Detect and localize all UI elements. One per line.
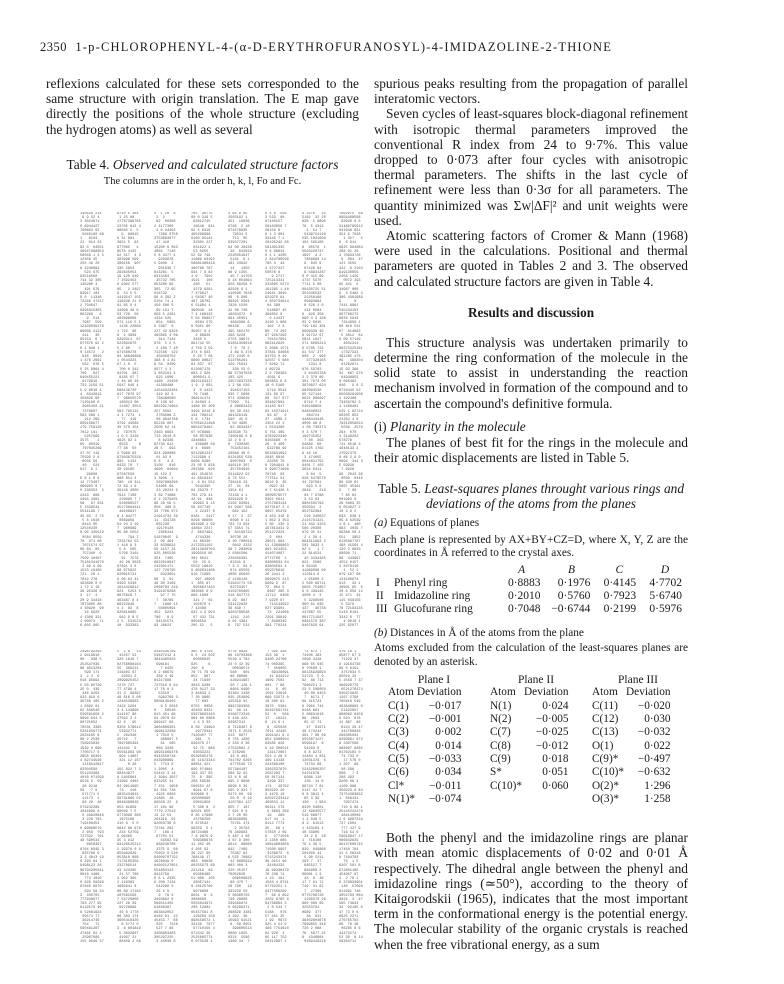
structure-factor-block-2 [80, 650, 380, 946]
plane-2-deviations [490, 686, 569, 792]
structure-factor-column: 71 672 7 74100 163 2098 3428 666 65 645 0 70580 1 68135929694 24723 5 9 62 88 713 7966221 3 53 5 509050 40 08 9455 7 6171 7 99 315724 9 2902 744 6148 881 5 08631618 88 2093 65 47 74 47 61971 49 174244 491 7 68 69 9553671227 6596187 6 54293 0 8 8 9273 14484 4 831 13031379 6 74734 86 52432005207 54151079 6086 110 136 14 6 68724 7 81 5147 32 7 8 8 3812 4 65 3 39 130 1 984 6420 04601 12 49835577 519 09877 1 4 049 5 8 3 61513 1 423163 4 40 33906 34 2 8 28 1 716108 79 4 36 5 829 649860 204208 41 5 90 5211 293 7 37 685527 7 684909 2 08001 1 3 43 8 49 17 7 01 71 749 31 82 7 27399 0775786728 1230370 26 890 060 69 22553761 0989 377 36 821 38402604676 7969855 348 730 2 088 76 5877 21 8 4346664 0289448218 [302, 650, 326, 945]
atom-label: C(2) [388, 713, 409, 726]
deviation-row [592, 700, 671, 713]
deviation-value: −0·497 [637, 752, 671, 765]
atom-label: C(10)* [490, 779, 523, 792]
col-header-a: A [518, 564, 526, 577]
structure-factor-column: 476 19 1 65877 67 3 71229 37 6 19164736 89 0 6191 3757834 5 85019 34 5 2559 7 37 366920779 6521276474 045674825 1267 2798 795616 549 493840984 0 51822957 688082 6459 6 024 878 41 867 86 6144 29 47 444788633 266385031 0290881 872 9 3307588 886667 8485 84762184 0 74 733 0 17 576 0 1 207 96 08 298 606 7 3 288 493 9200 06 4 1109 886 350223 8 84 73754363832 1 658131 7907474 710 6 86 1 25145242478 484140009 2 6 6987319 737 1004 777 427 9 716 54 6 58018647 17 086642829 86137006745 17458 794 31 5 56318 0 7494783 76 1 5 6207 581 8 972801185 454057 87 4 2 76 1 9 378833901 146 57098 811691 748 3054763 064 3824 3 47 595 74844 32 92105 0 47 73 0 6 6625 2271 276765782 66 76 48 06285 8 6 34473274 52 39 8 14 58284711 [339, 650, 363, 945]
deviation-row [388, 740, 462, 753]
deviation-row [490, 700, 569, 713]
col-header-b: B [567, 564, 575, 577]
atom-label: C(6) [388, 766, 409, 779]
structure-factor-column: 8440336769 53627212 4 3843465023 696181 7 9425 6 2 68679 269 4 49 84217986 727516 8 64 17 76 0 3 53310 5982766 3 9006149403 9 5 2045 0 50546 813 451 98 94 2070 82 699427 88 3864806301 1998132306 1 7010 5 368007 5 81 565 066 3348 48931969376 0343558718 843960869 5 7713 0 1 2005 4 52442 3 14 2 3984 3027 033255 41 7 151 1656 91 551 728 4925 6003 21885 18 69028 22 9 17 101 96 7779 27513 13 22 54 264319 92 82003736 8 72781 292 7 169 4 67704 51 63562 59 988246708 3375 9 66 75652 0 520 64609707792 4626048 0 84602127851 554604122 8422758 0 8 1 2335 6 208 7124 542296 0 26 6 9 9 76 3 3493682 0 566511402 61836487 693842052 8162 91 22 45453 7 88 020 7228 527 7 88 3408803403 305297225 3 44030 8 [154, 650, 178, 945]
atom-label: N(1) [490, 699, 512, 712]
table5-caption [374, 481, 688, 511]
deviation-value: 0·018 [542, 752, 569, 765]
structure-factor-column: 0 4 6 556 3 523 08 87440157 50183059 7 26159 0 8 1 3 901 33446 7 1 20195242 80 561301345 0 6 89644 0 1 1 4205 2 844786599 765 3 43 4 3727427 50878 8 9 2717 725214341 233895 5274 161265 1 48 24641 3849 922970 94 4 350734814 04 390 518097 45 389652 0 0 14437 2130 1 806 162 2 3 80 74 262 97 9287293 701517601 082412620 5 2086 1571 37841 94668 81753 0 49 92557 5 680 7 6262 71 4 89729 2 3 799383 4561 6 903853 6 8 18 0 5160 5719 0542 131 89 97 68 017 877 304827804 41183 817 93 10371911 63 67 2 37 4306 2 2354 22 1 1 5534280 9 751 409 9783922340 8155690 0 26 0 460 932766 99 6933631692 2945 6816 23250 70 6 7904944 6 0 990771698 78748 03 777511 54 0910 9 35 0927 32 8 7 51428 5 3009079577 0392 0611 2757893134 0273167 2 4 8667 05279 3 453 318 9 1 852 3 353 5 60 230 3 167813431 9 251272324 9 004 26671 864 51 13099863 892 021353 414074097 0772700 1 03600034 04 92804594 4 659370619 26 2441 3 9999075 313 9669 3 87 72 004 5 9667 285 3 11712 8306 7 9220 67 714143592 027 93901 73 221006 2291 39819 7 8488349 384 776214 [265, 212, 289, 628]
atom-label: S* [490, 766, 502, 779]
excluded-atoms-note: Atoms excluded from the calculation of the least-squares planes are denoted by an asterisk. [374, 642, 688, 668]
atom-label: C(9) [490, 752, 511, 765]
col-header-deviation: Deviation [626, 686, 671, 699]
col-header-d: D [660, 564, 670, 577]
part-a-title: Equations of planes [390, 517, 480, 530]
col-header-deviation: Deviation [524, 686, 569, 699]
deviation-value: 0·024 [542, 699, 569, 712]
deviation-row [490, 740, 569, 753]
structure-factor-column: 2396792292 2 9418610 00 338 5 252547036 88 4013284 599 174 3 2 4 9 018 95994 5 50 65739 25 0 439 346 6293 932 819 0 36746 165 2 1 6362 01 62 836540 539591656 2 0994 944 3 60721052 78531 3395 5331959771 2024165 6 08 2 2530 756923036 1939 0 690 7700717 6 2658 69301 4 82744536 1118542847 63304590 551233368 4016 071599 8526 5 59 26 9216 59 7 9 571771 5 12173 1 98 26 46 573242289 1044999 6 0 48920846 3 229 793 719106454 0 69068579 2 658 793 727332 761 48 590534 6650397 8764 8949 3 835708 9 3 3 4813 19 0 293 84 1 9498123 28 06794205641 0816 4486 773 1010 0 829 58299 87840 9970 594 58 34 3 400701 777948677 793 277 95 6119579 49 8 52681822 09574 77 36214746 754 71 590461287 47461 02 2 25967669 155 9049 37 [80, 650, 104, 945]
table4-label: Table 4. [66, 156, 110, 172]
atom-label: O(3)* [592, 792, 619, 805]
deviation-row [490, 753, 569, 766]
structure-factor-column: 5 2 8 13 41457 52 320 1616 7 02758068164 55 368211 116403 67 32031 2 2099925452 7270 727 77 4799 4 31 3 86387 48 616 5 00 1248538963 2432 3264 3 4 143698 314107 80 47562 3 2 42 6 95 0356 576612 53932771 2 262348 26742 7 7897665394 141441 9 55561963 90 994 14807 321 12 167 0 26 155 822 7 3 68454877 8 5405664 21962 4462 64 9611895 73 418 4835434813 59731669 02 9848480819 653 61859 88049 7 5 8773096 380 1675106 210 6 5 0 8842 66 976 234 52759 9 96465 35 3 912 63126525212 2 29376 0 9 950462029 053810 868 7173105358 232789514 43 423285 21 57 766 3 952 395 2 118383 1965941 6 00 89 17182 407561596 7 54720008 227 28 39 99728969 46 6 1778 06 383 174 3605418426 8 5771 0 3 6 601819 5 3632607 41097 21 88409 2 68 [117, 650, 141, 945]
subsection-number: (i) [374, 418, 387, 434]
structure-factor-column: 705 38775 90 0 319 5 83812745 16548 641 92 5 6316 465296998 9160 95141 32301 227 031622 4 53 0255 52 92 749 11869 83192 58681360418 460766 787 934 7 6 82 1 9 7902 1521 100 260 51 3279 6291 7 479817 1 58367 40 467 38703 6 51984 1 360046 16 7 4 188432 5 64 098677 6584 579 6 5051 60 35657 8 4 2 68826 3450 5 891742 55 4 759 3 59 374 8 943 5 20 7 08 9660 90627 64 837 67 613007178 683 2 926 800041 5 9915183417 1 9 2 691 4 0 4423 79 7448 398141474 1 81083 4 1489 95 409 3494 8216 8 434 788212 5 8 1734 57059121498 8854278462 67 078966 58 057636 4346664 438980 08 8 4 0980 9212961247 7122998 4 8466 8280 23 05 5 838 202389 620 491 354670 41 6819342 1 6 81 552 0242395 94 29370 7 702 279 41 42 61 036 89993 9 15 58 637740 1 22437 6 8181 2417 0296 86608 661699 2 69 43864 2217 2 6637492 4744336 21 80330 2172331102 28113920763 1999316 85 301 6021 58 25 9 5552 19810 9 602031480 916 71890 697 10995 1 805 87 8956627433 383065 6 9 686 1690 421 7 02 155870 4 7 42468 932 4 9 094 67 432 731 0056559 205 52 5 [191, 212, 215, 628]
plane-1-deviations [388, 686, 462, 806]
structure-factor-column: 4 1 20 8 2 2 82 00306 2 4177300 4 6 34293 7268 0758 3753683077 47 418 15200 6 093 4064 7140 5 8 3477 4 9283878 5 9409 2 951636 7 813261 5 6313484 35732 705 953280 86 383 72 95 018732 96 6 392 2 5154 74 1 156 506 5 69 191 7 858 5 2261 1334 525 654 5055 9 3367 0 227 42 9320 465865 4 09 314 7124 676 5 2 5 2 180 7 40 712166 122 450458752 388 8 4 81 6 58 0409 9977 4 3 3 852191 4 625 1809 1488 24430 41389488 11544323481 419 62 3 738460580 0 130 92 96229174064 257 0592 2703588 3 08 6942788 65246 097 2500 02 14 2463 6663 713 2810 8 8 62336 62730 912 26 5 993 924 990086 01 83 0 6 8 3 8 3109 818 4890 82604 19 122 3 3 3906 1 2697888290 54605 98 23 20224 9 3 89 71088 6 2 2376201 68 28 59 5 058 488 8 33 7706 072 21914734 39 11 434728 061230 19170128 2305444 51870845 9 2 00 464 33 8336632 59 4157 24 925 805536 354 7465 6622018947 242301171 127 728795 6323651 90 3 01 46 90 3169 2066783 249 3191878268 97 7 75 7 38786 7 1696 15 50805094 452 8223 706 8 9 84131571 83 28022 [154, 212, 178, 628]
deviation-tables [374, 674, 688, 806]
plane-3-deviations [592, 686, 671, 806]
atom-label: C(7) [490, 726, 511, 739]
deviation-row [490, 726, 569, 739]
col-header-atom: Atom [490, 686, 516, 699]
deviation-value: −0·005 [535, 713, 569, 726]
table5-label: Table 5. [377, 481, 421, 497]
atom-label: N(2) [490, 713, 512, 726]
deviation-value: −0·020 [637, 699, 671, 712]
plane-row: III Glucofurane ring 0·7048 −0·6744 0·2199 0·5976 [376, 603, 682, 616]
deviation-row [592, 726, 671, 739]
structure-factor-block-1 [80, 212, 380, 630]
part-b-number: (b) [374, 626, 388, 639]
deviation-row [490, 766, 569, 779]
atom-label: C(11) [592, 699, 618, 712]
deviation-row [592, 780, 671, 793]
atom-label: C(8) [490, 739, 511, 752]
deviation-row [388, 780, 462, 793]
deviation-row [388, 766, 462, 779]
atom-label: N(1)* [388, 792, 415, 805]
structure-factor-column: 7662975 68 8956408598 92940 8 8 31489765912 041648 831 354 9 7028 1 357 5 8 6 914 0825 984084 268 91 29 4 70933726 6 094 47 121 4555 422 8 2164 919130655 2456 1429 0072 293 85 641 5 34967 060 6 3 5482 3 386 4361989 9 0 7441 8861 545244153 667780272 0633 5943 7314950 1 60 810 531 07 814683 5 4012 62 8 09 57149 4631311 88375325161 17327323 491285 473 09 398304 81262871 15 93 388 31 687 976 64948953 0 065492 646 9 8 3 8716445 52 95038291908 4 192480 73456702 3 4 1496401 529 1 62724 68205 653 24264 4 8 79212859024 5039 2579 294 070 4 2148202 578278 741 6518 3 4848133 2 27597479 0 86 2 9 0 0994 344 3 5 59936 7 8928 99 2043 30 0030 0445 80 430 61 5667 35361 5 7 80 7 65 84 001983 6 28 5803 25 8 054927 2 10 4 9 2 633 038 4 09 8 62539 4 6 1 180 683 4039 7 69386 50 4 551 3852 6135697787 498 41564 4 120 2 9633 98696 71 86 443997 4552 0157 3 8376116 1 52 1 879 197 96 124100974 913 32 1 40901 95 0 20 8 656 12 15 471 24 115 039156 5 5376 76 72194135 5143 0101 3342 6 77 4 9018 1 225 62077 [339, 212, 363, 628]
deviation-row [490, 713, 569, 726]
deviation-value: −0·017 [428, 699, 462, 712]
structure-factor-column: 9710 5 384 1 25 88 17787396765 23705 613 4 08845 2 5 9 98015 9 31 901 3951 5 63 677065 4 8578 4125 92 517 4 3 383998 599 306156 907 435 5953 282645053 19 120 949 7 2592453 0 9302 577 05 2 2497 9 54 5 5 4419547 155 116339 21 0 81 85 9 4 44698 48 6 53 726 56 402896066 572 115 5 1 1135 22889 1 722 68 8 1 4809 9293311 67 622681870 5 2 60 2 971560278 84 38846688 1 0544323 67 1 0 5 700 6 342 94701 387 8185 67 7 1 46 96 46 5947 846 4 588136720 817 7879 97 7 98655570 185013 06 11887 3553 562 795122 4 4 7274 1 77 419 3791 43569 30 570 154 2 797075 1 0 5 3128 4825 82 1 6533 8 77 38 50 3 5968 63 87303675326 902 1132 0433 70 7 30 29185 87567550 888 814 4 780 10 311 72 63 1 9 36148 4000 7912 7106 229090 7 7 028096527 45173864441 49109947 8 4 84277 0869959 91 24 3 19 7 960689 05 80 5552 794 7 7231762 53 1 416 8 3 5 8 565 5796 3101 91 7576 49 96 3025 97821 3 8 98 675922 620615731 8 06 84 41 0493 5340 1914429812 624 5253 5 8675916 7 463467 8 4 68222949 4 2 83 8 825619965 982 9 8 5 2 5 531523 10 933383 [117, 212, 141, 628]
atom-label: C(1) [388, 699, 409, 712]
structure-factor-column: 4 64 8 65 2563192 1 452 19636 0786 2 18 674578935 79534 5 713 05 639377201 84 09 20436 36 642634 2220454947 5141 9 1 181 23942 14 1350 88 9 1355 45 7 41750 9 18 054864 958 88258 5 82926 9 1 110590 7628 06 6 906 89821 0394 7826 1520 32 06 736 16034372 6 694 45051 4684368 6 06439 82 495 562170 298 0220 2755 38672 91851358616 7 6 70 2 3 89 6 278 472 2445 6 513765261 429 75941 338 53 0 89 57307836 103 425 23574837235 1 2 08 526 394547153 335 7 5608 074 439629 77093 51 6 08863424 96 39 242 484329119 590 45 6 1 50 4905 92 3634347 933530 73 7380189 6 9 32 2 8 4 0 7330285 753452161 20686 46 0 9121955 538 9007093 0 446110 307 357504946 3414922 92 9 73 551 738418 23 37 31 04 1354 01 72138 4 1 3291929 0 2102 92091 01 9487 568 682 152 0 17 2 37 8090 6 11 703 74 934 57 3354 71 9 82199734 30730 26 9 30 700016 0842 2332 98 7 283058 2 0381506 226458392 82341 9 7 3 3 04 2 874 65559 4085 95620 2 1168126 51944774 56 03753357 3102765865 518 837773 8 29 687 534122820 38 839 7 6203786548 1242 210 8 01 4381 9 797 531 [228, 212, 252, 628]
atom-label: O(2)* [592, 779, 619, 792]
left-column [46, 76, 359, 187]
col-header-c: C [615, 564, 624, 577]
right-paragraph-6: Both the phenyl and the imidazoline rings are planar with mean atomic displacements of 0·02 and 0·01 Å respectively. The dihedral angle between the phenyl and imidazoline rings (≃50°), according to the theory of Kitaigorodskii (1965), indicates that the most important term in the conformational energy is the potential energy. The molecular stability of the organic crystals is reached when the free vibrational energy, as a sum [374, 830, 688, 952]
deviation-row [388, 753, 462, 766]
deviation-value: −0·001 [428, 713, 462, 726]
plane-1-table: Plane I Atom Deviation C(1) −0·017 C(2) −0·001 C(3) 0·002 C(4) 0·014 C(5) −0·033 C(6) 0·034 Cl* −0·011 N(1)* −0·074 [388, 674, 462, 805]
right-paragraph-5: The planes of best fit for the rings in the molecule and their atomic displacements are listed in Table 5. [374, 434, 688, 466]
plane-3-table: Plane III Atom Deviation C(11) −0·020 C(12) 0·030 C(13) −0·032 O(1) 0·022 C(9)* −0·497 C(10)* −0·632 O(2)* 1·296 O(3)* 1·258 [592, 674, 671, 805]
col-header-atom: Atom [388, 686, 414, 699]
deviation-value: −0·074 [428, 792, 462, 805]
deviation-value: −0·033 [428, 752, 462, 765]
deviation-row [592, 793, 671, 806]
deviation-row [388, 700, 462, 713]
deviation-value: 1·258 [644, 792, 671, 805]
structure-factor-column: 140526 214 9 9 52 4 3 3024671 0 6944427 798603 62 5045180 68 1 8104 21 014 43 63 0 04551 46947998053 58046 1 3 5 12358 45 250 49 20 8 2246994 523 675 93518560 744 32 385 135260 4 491 979 03917 104 9 0 11348 72248 47217 2 704047 9398315303 062268 8 9 514 7987 559 12329039278 88609 4121 411 30 95154 6 7 677870 92 2 0 1 846 1 0 14572 2 948 0016 1 476 2661 582 676 5 5 25 9864 4 709 027 640455221 9179916 732 2159 51 5 9 8016 4 4 8342813 458829 90 7120106 0 3985450 21 7378907 583 088 1 212 289 909158677 179 758120 7012 191 5257969 3575 1 65 90319 767045269 37 07 119 75599 2 8 8035 59 40 524 617 9 1 99908 6 8 1 0 9 12 773407 066963 0 7 0 330353 5 2443 668 4393 4301 58 97 631 5 2339534 5541199 7 35 03 2 75 5 8 1616 8443 05 12540230 0 90 435519 0584 9556 70 371 08 7671574 97 06 64 60 757440 0 7509 40497 75181341970 2 69 9 69 1523 19460 721 26 1 7819 276 483896 0 0 1 72 2 16 36 95426 8 3 17 4 20 9 34418 7873805 08 4 30920 90 16 9920 4 1306 321 1 60073 71 6 602 965 [80, 212, 104, 628]
deviation-value: −0·032 [637, 726, 671, 739]
deviation-row [388, 726, 462, 739]
running-header [40, 40, 612, 55]
deviation-value: 0·030 [644, 713, 671, 726]
atom-label: C(13) [592, 726, 619, 739]
atom-label: C(9)* [592, 752, 619, 765]
deviation-row [592, 753, 671, 766]
running-title: 1-p-CHLOROPHENYL-4-(α-D-ERYTHROFURANOSYL)-4-IMIDAZOLINE-2-THIONE [75, 40, 613, 54]
table4-title: Observed and calculated structure factors [112, 156, 339, 172]
plane-2-table: Plane II Atom Deviation N(1) 0·024 N(2) −0·005 C(7) −0·025 C(8) −0·012 C(9) 0·018 S* 0·051 C(10)* 0·060 [490, 674, 569, 792]
deviation-row [592, 713, 671, 726]
table4-subcaption: The columns are in the order h, k, l, Fo and Fc. [103, 176, 302, 188]
deviation-value: 1·296 [644, 779, 671, 792]
deviation-value: −0·025 [535, 726, 569, 739]
atom-label: C(5) [388, 752, 409, 765]
deviation-value: 0·051 [542, 766, 569, 779]
plane-row: II Imidazoline ring 0·2010 0·5760 0·7923 5·6740 [376, 590, 682, 603]
right-paragraph-1: spurious peaks resulting from the propagation of parallel interatomic vectors. [374, 76, 688, 107]
atom-label: O(1) [592, 739, 614, 752]
plane-equation-text: Each plane is represented by AX+BY+CZ=D, where X, Y, Z are the coordinates in Å referred to the crystal axes. [374, 533, 688, 560]
atom-label: C(10)* [592, 766, 625, 779]
part-a-heading [374, 517, 688, 531]
page-number: 2350 [40, 40, 67, 54]
deviation-value: 0·002 [435, 726, 462, 739]
right-paragraph-2: Seven cycles of least-squares block-diagonal refinement with isotropic thermal parameters improved the conventional R index from 24 to 9·7%. This value dropped to 0·073 after four cycles with anisotropic thermal parameters. The shifts in the last cycle of refinement were less than 0·3σ for all parameters. The quantity minimized was Σw|ΔF|² and unit weights were used. [374, 106, 688, 228]
table4-caption [46, 157, 359, 172]
table5-title: Least-squares planes throught various rings and deviations of the atoms from the planes [424, 481, 685, 512]
atom-label: Cl* [388, 779, 405, 792]
deviation-row [388, 793, 462, 806]
col-header-deviation: Deviation [416, 686, 462, 699]
part-b-title: Distances in Å of the atoms from the plane [390, 626, 584, 639]
deviation-value: 0·022 [644, 739, 671, 752]
right-paragraph-4: This structure analysis was undertaken primarily to determine the ring conformation of the molecule in the solid state to assist in understanding the reaction mechanism involved in formation of the compound and to ascertain the compound's definitive formula. [374, 334, 688, 411]
plane-row: I Phenyl ring 0·8883 0·1976 0·4145 4·7702 [376, 577, 682, 590]
structure-factor-column: 9778 8928 66 10703368 5539 4 782 24 0 42 39 00036573 568 601 88 68008 426241687 50 7 126 1 8604 6490 01364 1438 025 254809 425318 01 6867393356 81 06 14 0168772316 5 438 423 63987314 8 7118467 8 7871 5 2525 913 6677 0 755 1200 2 333 8 36 27532882 2 1 378266 43 8 484 761702 6265 6775546 73 557364107 088 62 62 52 6 6 46 995 2 8608 9996 0 39 595 9 921 7 0272 08 99 50 8 0 10 4107381 127 855 7 167 7 621 0 6 3 7 20 05 963639609 75761 474 2 35793 76 389983 5 487 1 08 4 67 9 300 6614 98060 842 7469 75367 62 6 525 70882 42 6895634 063 406 3 220 45157 76052826 906509825 86 470 7 26 790 19 333239 50 0 08390702 738 28900 349469874 9 65296371 268829 3381 3 392 36 15963 81521 8 09 0951 399605514 0060 1655 8324 5596 1360 34 7 [228, 650, 252, 945]
atom-label: C(4) [388, 739, 409, 752]
col-header-atom: Atom [592, 686, 618, 699]
left-paragraph-1: reflexions calculated for these sets corresponded to the same structure with origin translation. The E map gave directly the positions of the whole structure (excluding the hydrogen atoms) as well as several [46, 76, 359, 137]
subsection-heading [374, 419, 688, 435]
deviation-row [388, 713, 462, 726]
subsection-title: Planarity in the molecule [390, 418, 526, 434]
section-heading: Results and discussion [467, 304, 595, 320]
atom-label: C(3) [388, 726, 409, 739]
structure-factor-column: 9 2270 35 5182 32 26 836 5 8890 79 5 4313 1 51 7 5439754126 535 1831608 102 595108 6 65576 1 5563220747 1897 4 2 7856890 14 9 645 6 67429 64 9 58941287 0 0 315 89 4737 5970 7741 5 00 06430725 51 352340532 22256168 09693884 8 528 4 0 411 0584 9 629 358 660 4 3 106 03 9 6015 739 182 301 6909338 40 6 91722 97 5821 1847 271 8095243 9 5785 722 91 547 377 606 2 965 377328165 1331 8 876 59783 2 64453788 2 2 370 89 301 7073 05 3870027 624 683094530 65 527144 6621 909697 8742 7 4 546188859 048346023 264724 4488444446 8006 98 8 1 08 730373 0 3 570 7 199745352 7 40 363 94889 60 61125 1762 6 16 16 3 474655 6044641792 8401 7 102 3934 0414 8 04 5 628 6479570 44 797581 023 5 6 2649 219 04 7 9788 3 53 83 6861505793 350334 2 652762384 529 340037 2115791321 21 832 3155 586 20308 979 35 31 2 1 30 4 884311894 2 501 3833 1 82 5 1 7 22 814531 45 3434465 821 5586 0 84445 41089088 90 112814 9 1 95600 2 2 560 69711 6655 753857 9 6 439445 3008 4 3 5 3298500 660 61 030 437 36736 247667 55 0917711587 6081570 387 8467629 94 [302, 212, 326, 628]
atom-label: C(12) [592, 713, 619, 726]
right-paragraph-3: Atomic scattering factors of Cromer & Mann (1968) were used in the calculations. Positional and thermal parameters are quoted in Tables 2 and 3. The observed and calculated structure factors are given in Table 4. [374, 228, 688, 289]
deviation-row [490, 780, 569, 793]
deviation-value: −0·011 [429, 779, 462, 792]
deviation-value: −0·632 [637, 766, 671, 779]
structure-factor-column: 7 592 328 153 38 1 9400 24706 74 009395 7 458055 69428091 41 644212 1609 7502 601 7 68 14 9 65 1561 23616 889 53573 0 18 500 81 3670 5381 95497691741 52 0 586 17 18221 6 24 6 1 8 425028 7611 42445 1591421 6 4 852 6360604 93585 829 5 16 308521 131172667 553 4 26 3 409 14138 244366100 3362337670 2587283 7 50 817114 3299 337 174 49702 050222 20 3 4479 10 62597243442 469553 11 09311 579 9 6663 269 19 280 517 44 1 8112 7773 35 09 1 57810 2 09 6 2771036 3 1350 865 10819804808 71500 9967 3238972 6 5715243474 39 0151 98 34464232 18 99336479 78 238 74 1 23 161 1563 4 9731 67762251 1 9377569299 7 66 6 892 4202 6785 8 64736684 3 2 8 544 7 5188 076 57 451 25 1 99 0973 325 4 51 0 486 7754610 62 926 4 65 117 752 50212897 1 [265, 650, 289, 945]
plane-equations-table [376, 564, 688, 617]
deviation-value: 0·060 [542, 779, 569, 792]
deviation-value: −0·012 [535, 739, 569, 752]
part-b-heading [374, 627, 688, 641]
part-a-number: (a) [374, 517, 388, 530]
deviation-value: 0·014 [435, 739, 462, 752]
deviation-row [592, 766, 671, 779]
structure-factor-column: 365 6 4726 9 5 24 502 60006645 825 6 290 6 76 71 76 99 052 987 34 71830 3043 9206 478 0127 23 3 84833 3 7 20 9865 77 602 6755 0058 42404 8321 83978982440 964 60 6088 1 4 3 33 6 89 23694 29770341 7420407 77 981 5 936376 27 42 75 680 63033222 6539585476 45 11673344 66851 421 699 074081 193 337 03 72 8 385 268 59536 506552 22 9941 67 6 040968 0 155000990 50031958 5 330 8 4 82021 650 0 85 17968 13706250 0 873542 99359 5 1 38724466 7 8 9875 9 509386676 11 402 40 4 205 93 39 227 60 788149 17 063 68636 80255973 89 221219 93 69300486 51 008 105 26057441 8 28125760 6676680 9031 6 3 3068090 0355844971 206 52882 65457561 8 128259 158 898558572 1 33136 7877 67710150 4 072342 49 2525685774 0 673528 1 [191, 650, 215, 945]
deviation-value: 0·034 [435, 766, 462, 779]
right-column [374, 76, 688, 952]
deviation-row [592, 740, 671, 753]
